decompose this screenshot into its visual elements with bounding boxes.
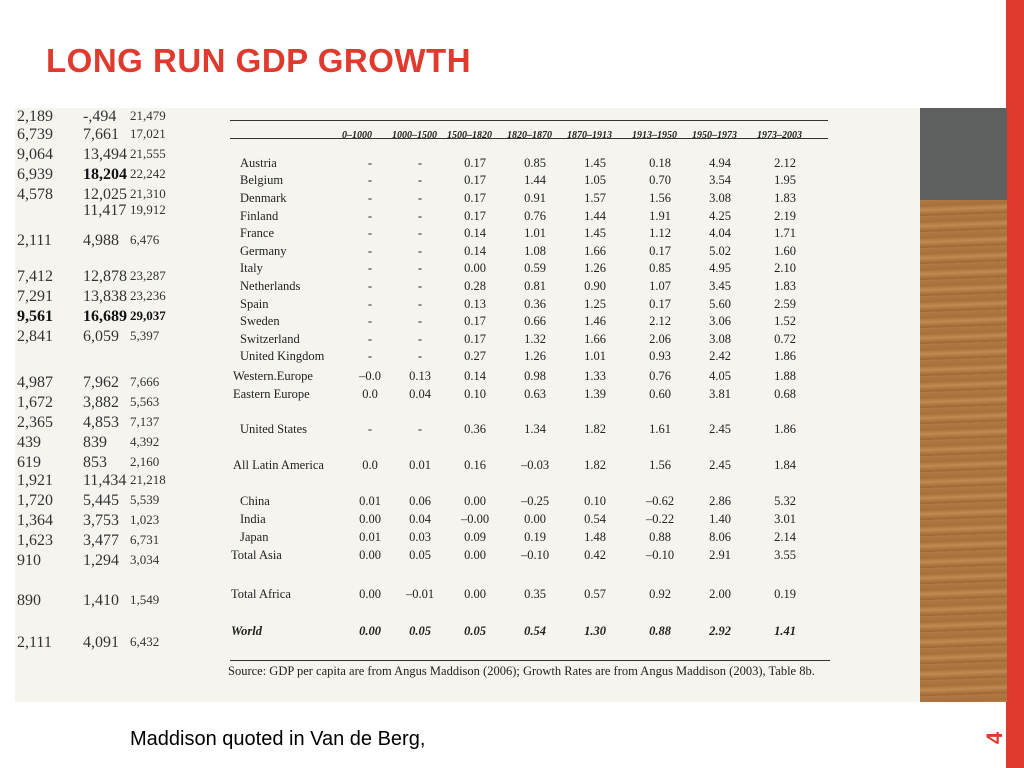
previous-page-value: 6,476 — [130, 232, 160, 247]
table-cell: 1.52 — [774, 314, 796, 328]
table-cell: 0.17 — [464, 332, 486, 346]
table-cell: 0.88 — [649, 530, 671, 544]
table-cell: 1.01 — [524, 226, 546, 240]
table-cell: 1.40 — [709, 512, 731, 526]
row-label: All Latin America — [233, 458, 324, 472]
previous-page-value: 4,853 — [83, 414, 119, 431]
row-label: Switzerland — [240, 332, 300, 346]
table-cell: 4.04 — [709, 226, 731, 240]
table-cell: 0.42 — [584, 548, 606, 562]
table-cell: 1.71 — [774, 226, 796, 240]
accent-bar — [1006, 0, 1024, 768]
table-cell: –0.10 — [645, 548, 675, 562]
table-cell: 0.17 — [464, 191, 486, 205]
table-cell: 1.45 — [584, 156, 606, 170]
row-label: Denmark — [240, 191, 287, 205]
table-cell: –0.10 — [520, 548, 550, 562]
table-column-header: 1973–2003 — [757, 130, 802, 141]
table-cell: 0.19 — [774, 587, 796, 601]
table-cell: 2.14 — [774, 530, 796, 544]
table-cell: 0.81 — [524, 279, 546, 293]
table-cell: 0.14 — [464, 244, 486, 258]
previous-page-value: 619 — [17, 454, 41, 471]
table-cell: 0.00 — [359, 548, 381, 562]
table-cell: 0.66 — [524, 314, 546, 328]
previous-page-value: 7,661 — [83, 126, 119, 143]
table-cell: 3.54 — [709, 173, 731, 187]
table-cell: 0.01 — [359, 494, 381, 508]
table-cell: 2.06 — [649, 332, 671, 346]
table-cell: 1.56 — [649, 458, 671, 472]
previous-page-value: 1,294 — [83, 552, 119, 569]
table-cell: - — [367, 173, 373, 187]
table-cell: 3.01 — [774, 512, 796, 526]
table-cell: 0.85 — [524, 156, 546, 170]
table-cell: 0.91 — [524, 191, 546, 205]
table-cell: 0.68 — [774, 387, 796, 401]
table-cell: 1.83 — [774, 191, 796, 205]
table-cell: 0.00 — [524, 512, 546, 526]
table-cell: 0.88 — [649, 624, 671, 638]
previous-page-value: -,494 — [83, 108, 117, 125]
table-cell: 1.26 — [524, 349, 546, 363]
previous-page-value: 22,242 — [130, 166, 166, 181]
table-cell: - — [367, 422, 373, 436]
previous-page-value: 3,477 — [83, 532, 119, 549]
table-cell: - — [367, 156, 373, 170]
table-cell: 0.17 — [464, 156, 486, 170]
previous-page-value: 910 — [17, 552, 41, 569]
previous-page-value: 1,549 — [130, 592, 160, 607]
previous-page-value: 16,689 — [83, 308, 127, 325]
table-cell: 0.18 — [649, 156, 671, 170]
table-cell: - — [367, 332, 373, 346]
row-label: United Kingdom — [240, 349, 325, 363]
row-label: Sweden — [240, 314, 280, 328]
row-label: Germany — [240, 244, 287, 258]
table-cell: 4.95 — [709, 261, 731, 275]
table-cell: –0.22 — [645, 512, 675, 526]
table-cell: 5.02 — [709, 244, 731, 258]
row-label: Belgium — [240, 173, 284, 187]
table-cell: 0.60 — [649, 387, 671, 401]
previous-page-value: 12,025 — [83, 186, 127, 203]
table-cell: –0.0 — [359, 369, 381, 383]
row-label: Spain — [240, 297, 269, 311]
previous-page-value: 439 — [17, 434, 41, 451]
previous-page-value: 5,445 — [83, 492, 119, 509]
previous-page-value: 6,059 — [83, 328, 119, 345]
table-cell: 1.48 — [584, 530, 606, 544]
table-cell: –0.01 — [405, 587, 435, 601]
row-label: Total Africa — [231, 587, 291, 601]
table-cell: - — [417, 332, 423, 346]
previous-page-value: 11,417 — [83, 202, 127, 219]
table-cell: 1.83 — [774, 279, 796, 293]
previous-page-value: 6,731 — [130, 532, 160, 547]
table-cell: –0.62 — [645, 494, 675, 508]
table-top-rule — [230, 120, 828, 121]
table-cell: 0.17 — [464, 173, 486, 187]
table-cell: 2.91 — [709, 548, 731, 562]
previous-page-value: 7,291 — [17, 288, 53, 305]
table-cell: - — [417, 349, 423, 363]
table-cell: 1.34 — [524, 422, 546, 436]
table-cell: 0.90 — [584, 279, 606, 293]
table-cell: 0.85 — [649, 261, 671, 275]
table-column-header: 1500–1820 — [447, 130, 492, 141]
table-row — [15, 349, 920, 367]
previous-page-value: 2,841 — [17, 328, 53, 345]
previous-page-value: 2,365 — [17, 414, 53, 431]
table-cell: 0.05 — [409, 548, 431, 562]
table-cell: 0.17 — [649, 297, 671, 311]
previous-page-value: 5,539 — [130, 492, 160, 507]
table-cell: 0.63 — [524, 387, 546, 401]
table-cell: - — [367, 261, 373, 275]
table-cell: –0.03 — [520, 458, 550, 472]
table-cell: 0.00 — [359, 512, 381, 526]
table-cell: 1.01 — [584, 349, 606, 363]
table-cell: 0.92 — [649, 587, 671, 601]
previous-page-value: 4,987 — [17, 374, 53, 391]
table-cell: 0.00 — [359, 624, 381, 638]
table-cell: –0.25 — [520, 494, 550, 508]
table-cell: - — [367, 297, 373, 311]
previous-page-value: 21,479 — [130, 108, 166, 123]
table-cell: –0.00 — [460, 512, 490, 526]
slide-caption: Maddison quoted in Van de Berg, — [130, 728, 426, 750]
table-cell: 1.25 — [584, 297, 606, 311]
table-cell: 0.14 — [464, 226, 486, 240]
row-label: United States — [240, 422, 308, 436]
table-cell: 2.45 — [709, 422, 731, 436]
table-cell: 1.91 — [649, 209, 671, 223]
table-cell: 1.82 — [584, 422, 606, 436]
table-cell: 1.61 — [649, 422, 671, 436]
table-cell: 5.32 — [774, 494, 796, 508]
table-cell: 3.08 — [709, 191, 731, 205]
previous-page-value: 29,037 — [130, 308, 166, 323]
table-cell: 0.76 — [649, 369, 671, 383]
table-cell: 0.10 — [584, 494, 606, 508]
table-cell: 1.66 — [584, 244, 606, 258]
table-source-note: Source: GDP per capita are from Angus Maddison (2006); Growth Rates are from Angus Maddison (2003), Table 8b. — [228, 664, 815, 678]
table-column-header: 1820–1870 — [507, 130, 552, 141]
table-cell: 3.55 — [774, 548, 796, 562]
previous-page-value: 7,666 — [130, 374, 160, 389]
row-label: India — [240, 512, 266, 526]
table-column-header: 1913–1950 — [632, 130, 677, 141]
table-cell: 0.01 — [409, 458, 431, 472]
table-cell: 0.17 — [464, 209, 486, 223]
table-cell: 1.46 — [584, 314, 606, 328]
table-cell: 0.05 — [464, 624, 486, 638]
table-column-header: 1870–1913 — [567, 130, 612, 141]
table-cell: 0.17 — [464, 314, 486, 328]
table-cell: 0.16 — [464, 458, 486, 472]
table-cell: 0.54 — [524, 624, 546, 638]
table-cell: 1.32 — [524, 332, 546, 346]
table-cell: 0.35 — [524, 587, 546, 601]
table-cell: - — [417, 244, 423, 258]
previous-page-value: 1,921 — [17, 472, 53, 489]
table-cell: 1.86 — [774, 349, 796, 363]
table-cell: - — [417, 261, 423, 275]
table-cell: 1.86 — [774, 422, 796, 436]
table-cell: 2.86 — [709, 494, 731, 508]
table-cell: 2.00 — [709, 587, 731, 601]
table-cell: 0.27 — [464, 349, 486, 363]
book-photo — [15, 108, 1007, 702]
table-cell: 0.13 — [409, 369, 431, 383]
row-label: Total Asia — [231, 548, 282, 562]
table-cell: 2.19 — [774, 209, 796, 223]
table-cell: 1.08 — [524, 244, 546, 258]
previous-page-value: 1,023 — [130, 512, 160, 527]
row-label: World — [231, 624, 263, 638]
previous-page-value: 6,432 — [130, 634, 160, 649]
previous-page-value: 7,137 — [130, 414, 160, 429]
previous-page-value: 839 — [83, 434, 107, 451]
table-cell: - — [417, 191, 423, 205]
row-label: Austria — [240, 156, 277, 170]
previous-page-value: 18,204 — [83, 166, 127, 183]
table-cell: 0.54 — [584, 512, 606, 526]
table-cell: - — [417, 173, 423, 187]
previous-page-value: 13,494 — [83, 146, 127, 163]
previous-page-value: 9,064 — [17, 146, 53, 163]
table-column-header: 0–1000 — [342, 130, 372, 141]
row-label: Western.Europe — [233, 369, 313, 383]
table-cell: 0.00 — [359, 587, 381, 601]
table-cell: 4.25 — [709, 209, 731, 223]
table-cell: - — [417, 226, 423, 240]
table-cell: - — [367, 314, 373, 328]
table-cell: 0.13 — [464, 297, 486, 311]
table-cell: 2.92 — [709, 624, 731, 638]
table-cell: 2.42 — [709, 349, 731, 363]
table-cell: 0.00 — [464, 494, 486, 508]
table-cell: 0.19 — [524, 530, 546, 544]
previous-page-value: 853 — [83, 454, 107, 471]
previous-page-value: 4,091 — [83, 634, 119, 651]
table-cell: 1.95 — [774, 173, 796, 187]
row-label: Eastern Europe — [233, 387, 310, 401]
table-cell: 0.00 — [464, 548, 486, 562]
table-cell: 3.45 — [709, 279, 731, 293]
previous-page-value: 21,555 — [130, 146, 166, 161]
table-cell: 3.81 — [709, 387, 731, 401]
row-label: Japan — [240, 530, 269, 544]
table-cell: 1.07 — [649, 279, 671, 293]
table-cell: - — [367, 191, 373, 205]
slide-title: LONG RUN GDP GROWTH — [46, 42, 472, 79]
previous-page-value: 1,410 — [83, 592, 119, 609]
gray-object — [920, 108, 1007, 200]
previous-page-value: 5,563 — [130, 394, 160, 409]
table-cell: 1.30 — [584, 624, 606, 638]
table-cell: - — [367, 349, 373, 363]
previous-page-value: 1,672 — [17, 394, 53, 411]
table-cell: 0.00 — [464, 261, 486, 275]
table-cell: 1.26 — [584, 261, 606, 275]
previous-page-value: 9,561 — [17, 308, 53, 325]
table-cell: 1.44 — [584, 209, 606, 223]
previous-page-value: 5,397 — [130, 328, 160, 343]
table-cell: 1.33 — [584, 369, 606, 383]
table-cell: - — [367, 279, 373, 293]
table-cell: 0.03 — [409, 530, 431, 544]
table-cell: 0.00 — [464, 587, 486, 601]
previous-page-value: 12,878 — [83, 268, 127, 285]
table-cell: 1.56 — [649, 191, 671, 205]
table-cell: 3.08 — [709, 332, 731, 346]
table-cell: - — [417, 422, 423, 436]
table-cell: 3.06 — [709, 314, 731, 328]
table-cell: 4.94 — [709, 156, 731, 170]
previous-page-value: 7,962 — [83, 374, 119, 391]
table-cell: 0.14 — [464, 369, 486, 383]
table-cell: 1.39 — [584, 387, 606, 401]
table-cell: 2.59 — [774, 297, 796, 311]
table-cell: 4.05 — [709, 369, 731, 383]
previous-page-value: 11,434 — [83, 472, 127, 489]
table-column-header: 1950–1973 — [692, 130, 737, 141]
previous-page-value: 23,236 — [130, 288, 166, 303]
table-cell: 0.04 — [409, 512, 431, 526]
book-page — [15, 108, 920, 702]
row-label: Italy — [240, 261, 263, 275]
previous-page-value: 23,287 — [130, 268, 166, 283]
previous-page-value: 1,364 — [17, 512, 53, 529]
table-cell: 0.93 — [649, 349, 671, 363]
table-cell: 1.66 — [584, 332, 606, 346]
table-cell: 0.28 — [464, 279, 486, 293]
table-cell: 1.82 — [584, 458, 606, 472]
table-cell: 1.41 — [774, 624, 796, 638]
table-cell: 2.10 — [774, 261, 796, 275]
table-cell: 2.45 — [709, 458, 731, 472]
table-cell: 1.88 — [774, 369, 796, 383]
table-cell: 1.05 — [584, 173, 606, 187]
table-cell: - — [417, 314, 423, 328]
row-label: France — [240, 226, 275, 240]
table-cell: 0.17 — [649, 244, 671, 258]
previous-page-value: 6,739 — [17, 126, 53, 143]
table-cell: - — [417, 279, 423, 293]
table-cell: 1.57 — [584, 191, 606, 205]
row-label: China — [240, 494, 270, 508]
table-cell: 0.70 — [649, 173, 671, 187]
table-cell: 0.10 — [464, 387, 486, 401]
row-label: Netherlands — [240, 279, 301, 293]
previous-page-value: 17,021 — [130, 126, 166, 141]
previous-page-value: 21,218 — [130, 472, 166, 487]
previous-page-value: 1,720 — [17, 492, 53, 509]
table-cell: 1.44 — [524, 173, 546, 187]
previous-page-value: 2,111 — [17, 232, 52, 249]
table-cell: 0.72 — [774, 332, 796, 346]
previous-page-value: 21,310 — [130, 186, 166, 201]
table-cell: 2.12 — [774, 156, 796, 170]
table-cell: - — [367, 244, 373, 258]
previous-page-value: 13,838 — [83, 288, 127, 305]
table-cell: 0.04 — [409, 387, 431, 401]
previous-page-value: 2,160 — [130, 454, 160, 469]
previous-page-value: 7,412 — [17, 268, 53, 285]
table-cell: 0.76 — [524, 209, 546, 223]
table-cell: 0.98 — [524, 369, 546, 383]
slide-page-number: 4 — [982, 731, 1007, 745]
row-label: Finland — [240, 209, 279, 223]
table-cell: 0.0 — [362, 458, 378, 472]
previous-page-value: 3,034 — [130, 552, 160, 567]
previous-page-value: 3,882 — [83, 394, 119, 411]
table-cell: - — [367, 209, 373, 223]
previous-page-value: 19,912 — [130, 202, 166, 217]
table-cell: 0.36 — [464, 422, 486, 436]
table-cell: 0.59 — [524, 261, 546, 275]
previous-page-value: 4,988 — [83, 232, 119, 249]
table-column-header: 1000–1500 — [392, 130, 437, 141]
table-cell: - — [417, 297, 423, 311]
previous-page-value: 1,623 — [17, 532, 53, 549]
table-bottom-rule — [230, 660, 830, 661]
table-cell: 1.84 — [774, 458, 796, 472]
wood-table — [920, 200, 1007, 702]
previous-page-value: 4,578 — [17, 186, 53, 203]
table-cell: 1.12 — [649, 226, 671, 240]
table-cell: 2.12 — [649, 314, 671, 328]
table-cell: 1.60 — [774, 244, 796, 258]
table-cell: - — [417, 156, 423, 170]
previous-page-value: 4,392 — [130, 434, 160, 449]
table-cell: - — [367, 226, 373, 240]
table-cell: 0.06 — [409, 494, 431, 508]
previous-page-value: 890 — [17, 592, 41, 609]
table-cell: 0.05 — [409, 624, 431, 638]
table-cell: 0.01 — [359, 530, 381, 544]
table-cell: 0.0 — [362, 387, 378, 401]
previous-page-value: 2,111 — [17, 634, 52, 651]
previous-page-value: 2,189 — [17, 108, 53, 125]
table-cell: 0.09 — [464, 530, 486, 544]
table-cell: 0.57 — [584, 587, 606, 601]
table-cell: 8.06 — [709, 530, 731, 544]
table-cell: 5.60 — [709, 297, 731, 311]
previous-page-value: 6,939 — [17, 166, 53, 183]
table-cell: 1.45 — [584, 226, 606, 240]
table-cell: - — [417, 209, 423, 223]
table-cell: 0.36 — [524, 297, 546, 311]
previous-page-value: 3,753 — [83, 512, 119, 529]
